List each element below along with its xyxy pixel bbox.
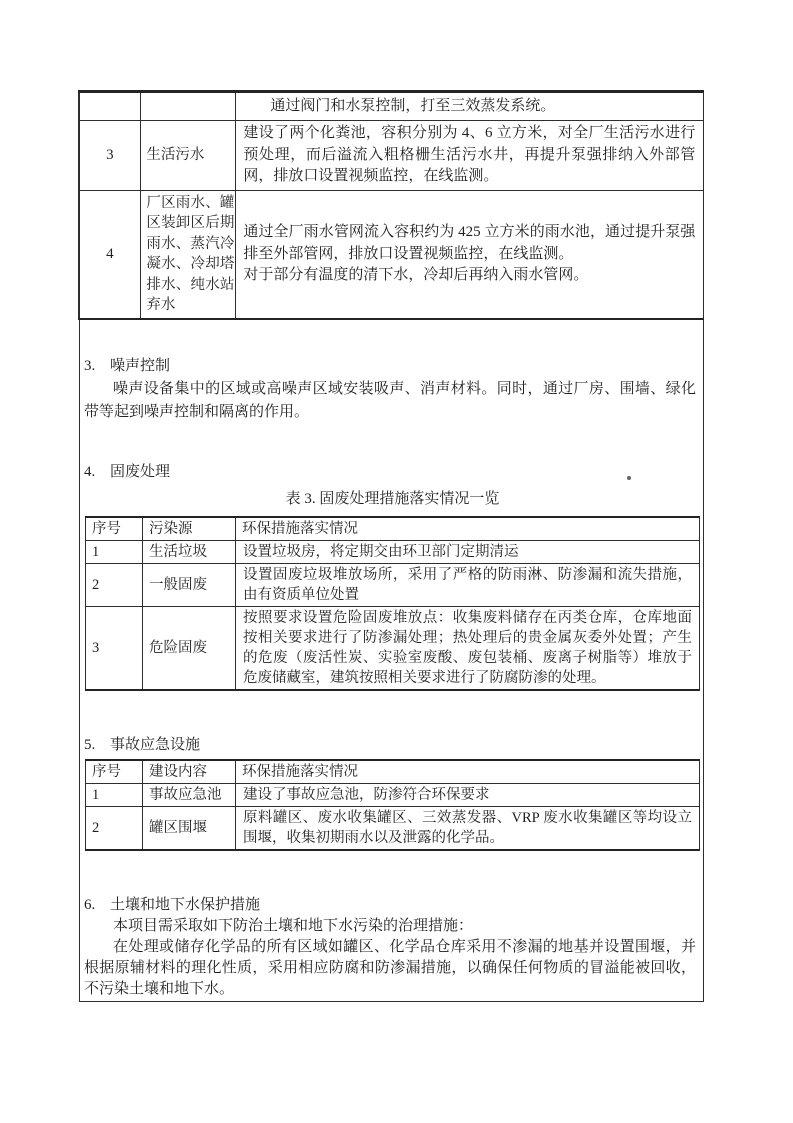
construction-content-cell: 事故应急池 bbox=[143, 784, 236, 807]
content-frame bbox=[79, 91, 704, 1002]
section-heading bbox=[84, 734, 696, 757]
header-cell: 序号 bbox=[86, 517, 143, 541]
measure-cell: 按照要求设置危险固废堆放点：收集废料储存在丙类仓库，仓库地面按相关要求进行了防渗漏处理；热处理后的贵金属灰委外处置；产生的危废（废活性炭、实验室废酸、废包装桶、废离子树脂等）堆放于危废储藏室，建筑按照相关要求进行了防腐防渗的处理。 bbox=[236, 607, 700, 691]
table-row-emergency-pool bbox=[86, 784, 700, 807]
table-row-hazardous-solid-waste bbox=[86, 607, 700, 691]
table-row-rainwater bbox=[79, 190, 704, 319]
measure-cell: 设置垃圾房，将定期交由环卫部门定期清运 bbox=[236, 541, 700, 564]
solid-waste-table bbox=[85, 516, 700, 691]
measure-cell: 原料罐区、废水收集罐区、三效蒸发器、VRP 废水收集罐区等均设立围堰，收集初期雨水以及泄露的化学品。 bbox=[236, 807, 700, 851]
section-paragraph: 噪声设备集中的区域或高噪声区域安装吸声、消声材料。同时，通过厂房、围墙、绿化带等起到噪声控制和隔离的作用。 bbox=[84, 381, 696, 420]
row-number-cell: 3 bbox=[79, 121, 141, 191]
pollution-source-cell: 生活垃圾 bbox=[143, 541, 236, 564]
carryover-measure-cell: 通过阀门和水泵控制，打至三效蒸发系统。 bbox=[236, 92, 704, 121]
row-number-cell: 3 bbox=[86, 607, 143, 691]
measure-line: 通过全厂雨水管网流入容积约为 425 立方米的雨水池，通过提升泵强排至外部管网，排放口设置视频监控，在线监测。 bbox=[243, 224, 696, 262]
section-title: 固废处理 bbox=[110, 464, 171, 480]
section-solid-waste bbox=[84, 461, 696, 484]
table3-caption: 表 3. 固废处理措施落实情况一览 bbox=[285, 491, 500, 507]
section-title: 噪声控制 bbox=[110, 358, 171, 374]
section-heading bbox=[84, 895, 696, 916]
section-number: 4. bbox=[84, 464, 96, 480]
table-row bbox=[79, 92, 704, 121]
measure-cell: 建设了事故应急池，防渗符合环保要求 bbox=[236, 784, 700, 807]
measure-cell: 建设了两个化粪池，容积分别为 4、6 立方米，对全厂生活污水进行预处理，而后溢流入粗格栅生活污水井，再提升泵强排纳入外部管网，排放口设置视频监控，在线监测。 bbox=[236, 121, 704, 191]
section-paragraph: 在处理或储存化学品的所有区域如罐区、化学品仓库采用不渗漏的地基并设置围堰，并根据原辅材料的理化性质，采用相应防腐和防渗漏措施，以确保任何物质的冒溢能被回收，不污染土壤和地下水。 bbox=[84, 939, 696, 997]
row-number-cell: 2 bbox=[86, 564, 143, 607]
measure-cell: 设置固废垃圾堆放场所，采用了严格的防雨淋、防渗漏和流失措施，由有资质单位处置 bbox=[236, 564, 700, 607]
section-heading bbox=[84, 461, 696, 484]
section-noise-control bbox=[84, 355, 696, 424]
section-title: 土壤和地下水保护措施 bbox=[110, 897, 261, 913]
section-paragraph: 本项目需采取如下防治土壤和地下水污染的治理措施： bbox=[113, 918, 474, 934]
table-row-domestic-sewage bbox=[79, 121, 704, 191]
section-soil-groundwater bbox=[84, 895, 696, 1000]
empty-cell bbox=[141, 92, 236, 121]
table-row-household-garbage bbox=[86, 541, 700, 564]
pollution-source-cell: 厂区雨水、罐区装卸区后期雨水、蒸汽冷凝水、冷却塔排水、纯水站弃水 bbox=[141, 190, 236, 319]
header-cell: 污染源 bbox=[143, 517, 236, 541]
header-cell: 环保措施落实情况 bbox=[236, 517, 700, 541]
row-number-cell: 4 bbox=[79, 190, 141, 319]
pollution-source-cell: 一般固废 bbox=[143, 564, 236, 607]
table-header-row bbox=[86, 760, 700, 784]
header-cell: 建设内容 bbox=[143, 760, 236, 784]
measure-line: 对于部分有温度的清下水，冷却后再纳入雨水管网。 bbox=[243, 267, 589, 284]
emergency-facilities-table bbox=[85, 759, 700, 851]
section-number: 6. bbox=[84, 897, 96, 913]
row-number-cell: 2 bbox=[86, 807, 143, 851]
section-title: 事故应急设施 bbox=[110, 737, 201, 753]
table-row-tank-dike bbox=[86, 807, 700, 851]
wastewater-measures-table bbox=[78, 90, 704, 320]
row-number-cell: 1 bbox=[86, 784, 143, 807]
header-cell: 环保措施落实情况 bbox=[236, 760, 700, 784]
construction-content-cell: 罐区围堰 bbox=[143, 807, 236, 851]
section-emergency-facilities bbox=[84, 734, 696, 757]
header-cell: 序号 bbox=[86, 760, 143, 784]
row-number-cell: 1 bbox=[86, 541, 143, 564]
empty-cell bbox=[79, 92, 141, 121]
pollution-source-cell: 生活污水 bbox=[141, 121, 236, 191]
pollution-source-cell: 危险固废 bbox=[143, 607, 236, 691]
section-number: 5. bbox=[84, 737, 96, 753]
table-row-general-solid-waste bbox=[86, 564, 700, 607]
table-header-row bbox=[86, 517, 700, 541]
scan-speck bbox=[627, 476, 631, 480]
section-number: 3. bbox=[84, 358, 96, 374]
section-heading bbox=[84, 355, 696, 378]
measure-cell bbox=[236, 190, 704, 319]
